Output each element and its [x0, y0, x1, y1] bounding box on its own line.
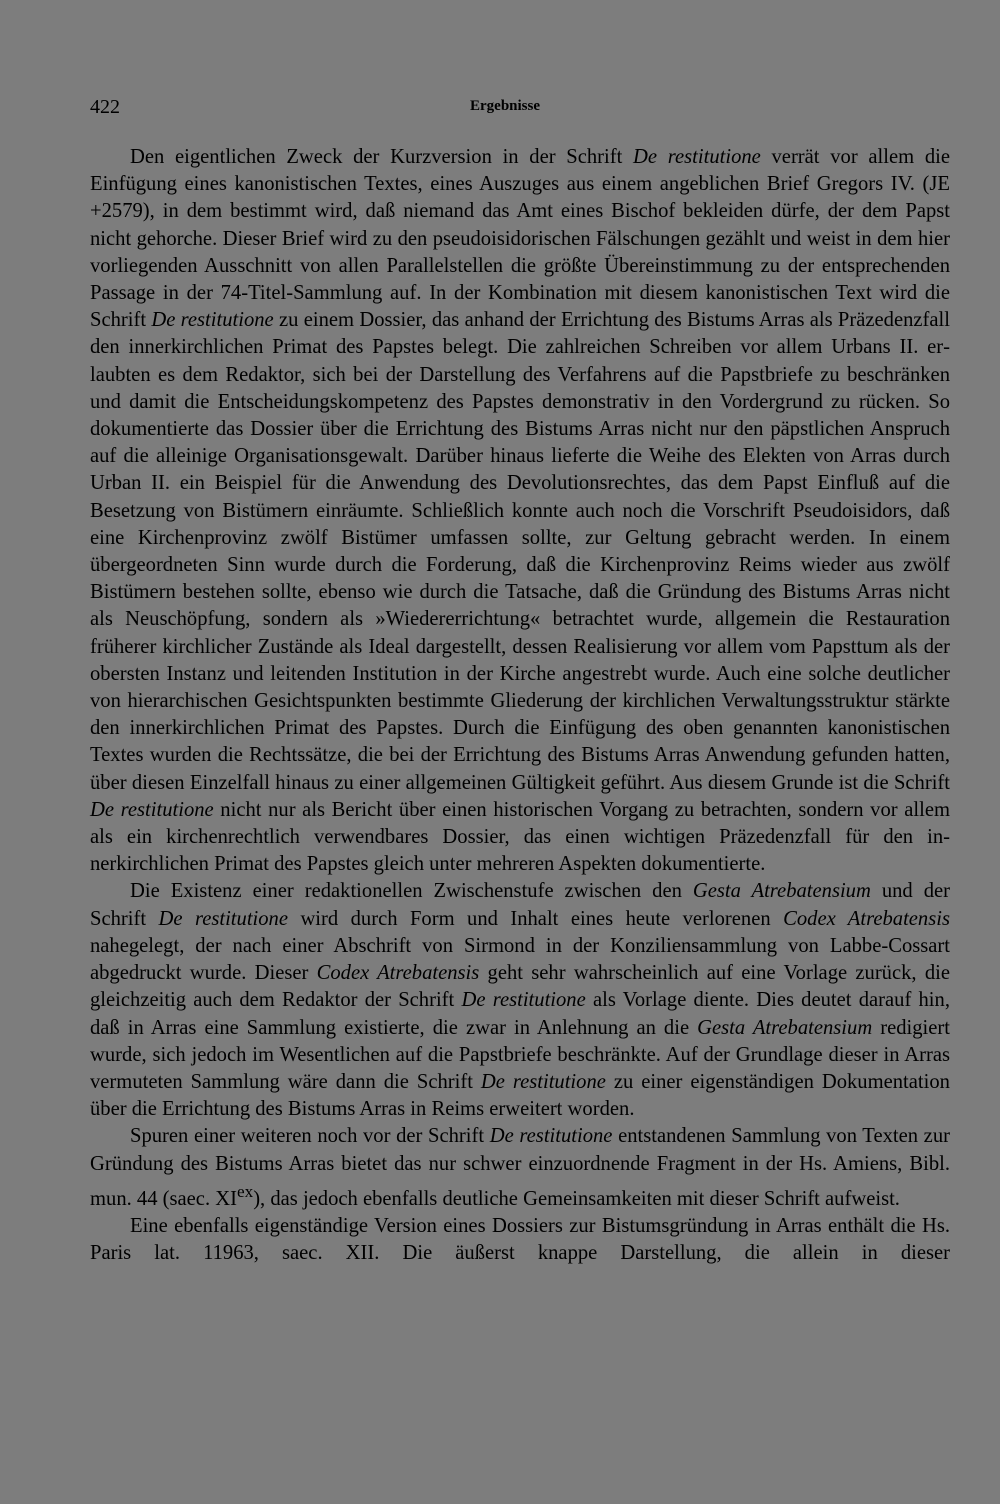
text-run: als Vorlage diente. Dies deutet darauf hin, daß in Arras eine Sammlung existierte, die zwar in Anlehnung an die — [90, 989, 950, 1039]
italic-title: De restitutione — [151, 309, 274, 332]
text-run: nicht nur als Bericht über einen historischen Vorgang zu betrachten, sondern vor allem als ein kirchenrechtlich verwendbares Dossier, das einen wichtigen Präzedenzfall für den innerkirchlichen Primat des Papstes gleich unter mehreren Aspekten dokumentierte. — [90, 798, 950, 876]
text-run: Eine ebenfalls eigenständige Version eines Dossiers zur Bistumsgründung in Arras enthält die Hs. Paris lat. 11963, saec. XII. Die äußerst knappe Darstellung, die allein in dieser — [90, 1214, 950, 1264]
text-run: wird durch Form und Inhalt eines heute verlorenen — [288, 907, 784, 930]
text-run: Die Existenz einer redaktionellen Zwischenstufe zwischen den — [130, 880, 693, 903]
text-run: nahegelegt, der nach einer Abschrift von Sirmond in der Konziliensammlung von Labbe-Cossart abgedruckt wurde. Dieser — [90, 934, 950, 985]
italic-title: Gesta Atrebatensium — [692, 880, 871, 903]
running-head — [90, 96, 950, 130]
italic-title: De restitutione — [489, 1125, 613, 1148]
paragraph — [90, 878, 950, 1123]
paragraph — [90, 1213, 950, 1267]
superscript: ex — [236, 1181, 254, 1201]
text-run: Den eigentlichen Zweck der Kurzversion in der Schrift — [130, 146, 634, 168]
text-run: redigiert wurde, sich jedoch im Wesentlichen auf die Papstbriefe beschränkte. Auf der Grundlage dieser in Arras vermuteten Sammlung wäre dann die Schrift — [90, 1016, 950, 1093]
body-text — [90, 144, 950, 1267]
italic-title: De restitutione — [633, 146, 761, 168]
italic-title: De restitutione — [461, 989, 586, 1012]
italic-title: De restitutione — [90, 798, 214, 821]
text-run: zu einem Dossier, das anhand der Errichtung des Bistums Arras als Präzedenzfall den innerkirchlichen Primat des Papstes belegt. Die zahlreichen Schreiben vor allem Urbans II. erlaubten es dem Redaktor, sich bei der Darstellung des Verfahrens auf die Papstbriefe zu beschränken und damit die Entscheidungskompetenz des Papstes demonstrativ in den Vordergrund zu rücken. So dokumentierte das Dossier über die Errichtung des Bistums Arras nicht nur den päpstlichen Anspruch auf die alleinige Organisationsgewalt. Darüber hinaus lieferte die Weihe des Elekten von Arras durch Urban II. ein Beispiel für die Anwendung des Devolutionsrechtes, das dem Papst Einfluß auf die Besetzung von Bistümern einräumte. Schließlich konnte auch noch die Vorschrift Pseudoisidors, daß eine Kirchenprovinz zwölf Bistümer umfassen sollte, zur Geltung gebracht werden. In einem übergeordneten Sinn wurde durch die Forderung, daß die Kirchenprovinz Reims wieder aus zwölf Bistümern bestehen sollte, ebenso wie durch die Tatsache, daß die Gründung des Bistums Arras nicht als Neuschöpfung, sondern als »Wiedererrichtung« betrachtet wurde, allgemein die Restauration früherer kirchlicher Zustände als Ideal dargestellt, dessen Realisierung vor allem vom Papsttum als der obersten Instanz und leitenden Institution in der Kirche angestrebt wurde. Auch eine solche deutlicher von hierarchischen Gesichtspunkten bestimmte Gliederung der kirchlichen Verwaltungsstruktur stärkte den innerkirchlichen Primat des Papstes. Durch die Einfügung des oben genannten kanonistischen Textes wurden die Rechtssätze, die bei der Errichtung des Bistums Arras Anwendung gefunden hatten, über diesen Einzelfall hinaus zu einer allgemeinen Gültigkeit geführt. Aus diesem Grunde ist die Schrift — [90, 309, 950, 794]
text-run: Spuren einer weiteren noch vor der Schrift — [130, 1125, 490, 1148]
text-run: ), das jedoch ebenfalls deutliche Gemeinsamkeiten mit dieser Schrift aufweist. — [253, 1187, 900, 1210]
italic-title: Gesta Atrebatensium — [697, 1016, 873, 1039]
italic-title: De restitutione — [480, 1070, 606, 1093]
paragraph — [90, 144, 950, 878]
text-run: und der Schrift — [90, 880, 950, 930]
text-run: geht sehr wahrscheinlich auf eine Vorlage zurück, die gleichzeitig auch dem Redaktor der Schrift — [90, 962, 950, 1012]
text-run: zu einer eigenständigen Dokumentation über die Errichtung des Bistums Arras in Reims erweitert worden. — [90, 1070, 950, 1121]
book-page — [90, 96, 950, 1267]
text-run: verrät vor allem die Einfügung eines kanonistischen Textes, eines Auszuges aus einem angeblichen Brief Gregors IV. (JE +2579), in dem bestimmt wird, daß niemand das Amt eines Bischof bekleiden dürfe, der dem Papst nicht gehorche. Dieser Brief wird zu den pseudoisidorischen Fälschungen gezählt und weist in dem hier vorliegenden Ausschnitt von allen Parallelstellen die größte Übereinstimmung zu der entsprechenden Passage in der 74-Titel-Sammlung auf. In der Kombination mit diesem kanonistischen Text wird die Schrift — [90, 146, 950, 332]
running-title: Ergebnisse — [470, 98, 541, 114]
italic-title: Codex Atrebatensis — [783, 907, 950, 930]
italic-title: Codex Atrebatensis — [316, 962, 480, 985]
text-run: entstandenen Sammlung von Texten zur Gründung des Bistums Arras bietet das nur schwer einzuordnende Fragment in der Hs. Amiens, Bibl. mun. 44 (saec. XI — [90, 1125, 950, 1210]
paragraph — [90, 1123, 950, 1212]
italic-title: De restitutione — [158, 907, 288, 930]
page-number: 422 — [90, 96, 120, 118]
